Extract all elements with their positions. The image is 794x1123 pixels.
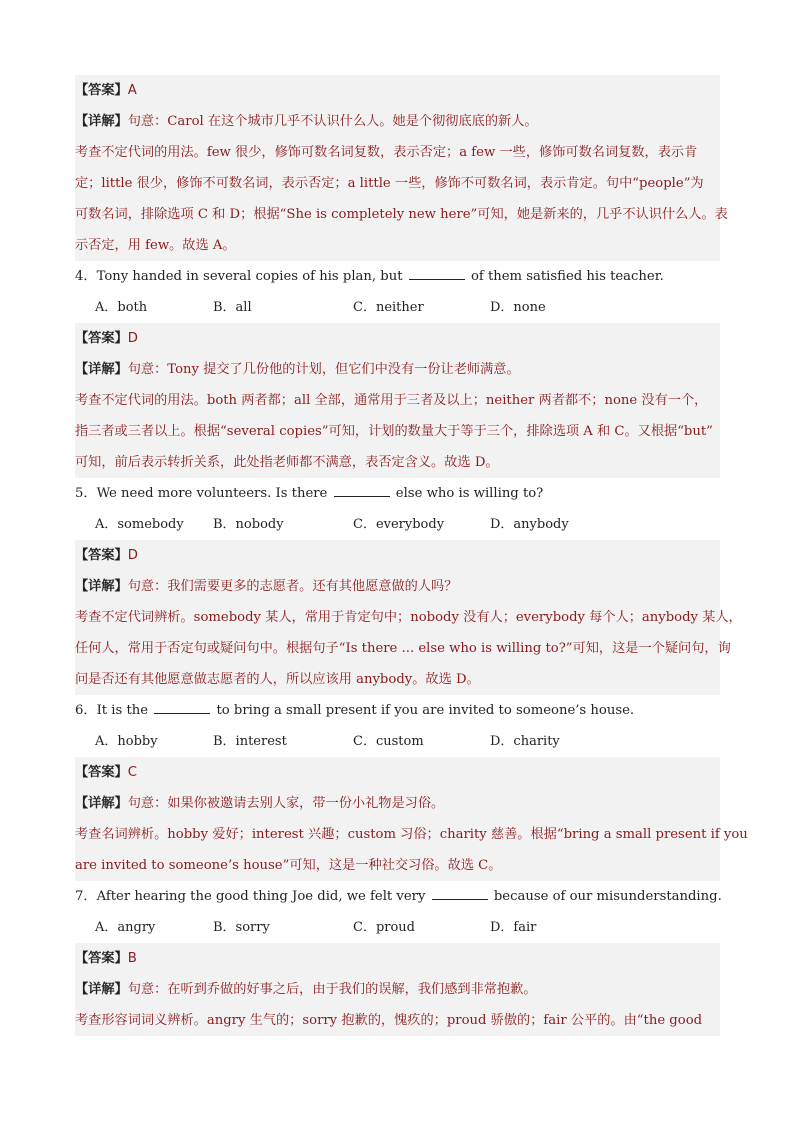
- explanation-text: 考查名词辨析。hobby 爱好；interest 兴趣；custom 习俗；charity 慈善。根据“bring a small present if you: [75, 827, 748, 842]
- detail-text: 句意：Tony 提交了几份他的计划，但它们中没有一份让老师满意。: [127, 362, 520, 377]
- option-d: D．none: [490, 300, 546, 315]
- answer-value: D: [127, 331, 138, 346]
- explanation-line: [75, 664, 720, 695]
- explanation-text: 可数名词，排除选项 C 和 D；根据“She is completely new here”可知，她是新来的，几乎不认识什么人。表: [75, 207, 728, 222]
- question-line: [75, 261, 720, 292]
- answer-line: [75, 323, 720, 354]
- explanation-text: 示否定，用 few。故选 A。: [75, 238, 236, 253]
- option-a: A．somebody: [95, 517, 184, 532]
- explanation-line: [75, 199, 728, 230]
- explanation-line: [75, 385, 720, 416]
- option-b: B．interest: [213, 734, 287, 749]
- detail-label: 【详解】: [75, 114, 128, 129]
- detail-text: 句意：我们需要更多的志愿者。还有其他愿意做的人吗？: [127, 579, 458, 594]
- answer-line: [75, 75, 720, 106]
- answer-value: A: [127, 83, 137, 98]
- question-text-before: After hearing the good thing Joe did, we felt very: [96, 889, 426, 904]
- answer-line: [75, 757, 720, 788]
- option-a: A．hobby: [95, 734, 158, 749]
- explanation-line: [75, 850, 720, 881]
- option-c: C．custom: [353, 734, 424, 749]
- answer-blank: [334, 484, 390, 497]
- option-b: B．nobody: [213, 517, 284, 532]
- question-number: 6．: [75, 703, 97, 718]
- explanation-line: [75, 168, 720, 199]
- option-d: D．anybody: [490, 517, 569, 532]
- options-row: [75, 292, 720, 323]
- explanation-text: are invited to someone’s house”可知，这是一种社交习俗。故选 C。: [75, 858, 502, 873]
- explanation-line: [75, 633, 731, 664]
- option-a: A．angry: [95, 920, 156, 935]
- option-d: D．fair: [490, 920, 537, 935]
- question-text-before: It is the: [96, 703, 149, 718]
- question-line: [75, 478, 720, 509]
- detail-line: [75, 974, 720, 1005]
- explanation-text: 考查不定代词辨析。somebody 某人，常用于肯定句中；nobody 没有人；everybody 每个人；anybody 某人，: [75, 610, 742, 625]
- option-a: A．both: [95, 300, 148, 315]
- detail-text: 句意：Carol 在这个城市几乎不认识什么人。她是个彻彻底底的新人。: [127, 114, 538, 129]
- question-line: [75, 881, 720, 912]
- document-page: [75, 75, 748, 1036]
- option-c: C．everybody: [353, 517, 445, 532]
- option-c: C．neither: [353, 300, 424, 315]
- question-number: 5．: [75, 486, 97, 501]
- option-d: D．charity: [490, 734, 560, 749]
- answer-line: [75, 943, 720, 974]
- answer-label: 【答案】: [75, 548, 128, 563]
- answer-label: 【答案】: [75, 331, 128, 346]
- detail-label: 【详解】: [75, 796, 128, 811]
- answer-line: [75, 540, 720, 571]
- detail-label: 【详解】: [75, 982, 128, 997]
- explanation-line: [75, 1005, 720, 1036]
- explanation-line: [75, 447, 720, 478]
- detail-line: [75, 788, 720, 819]
- question-number: 7．: [75, 889, 97, 904]
- question-number: 4．: [75, 269, 97, 284]
- detail-text: 句意：在听到乔做的好事之后，由于我们的误解，我们感到非常抱歉。: [127, 982, 537, 997]
- detail-line: [75, 571, 720, 602]
- detail-label: 【详解】: [75, 579, 128, 594]
- detail-line: [75, 354, 720, 385]
- explanation-line: [75, 819, 748, 850]
- question-text-after: because of our misunderstanding.: [493, 889, 722, 904]
- question-text-after: to bring a small present if you are invited to someone’s house.: [216, 703, 635, 718]
- answer-value: D: [127, 548, 138, 563]
- explanation-text: 任何人，常用于否定句或疑问句中。根据句子“Is there ... else who is willing to?”可知，这是一个疑问句，询: [75, 641, 731, 656]
- explanation-text: 定；little 很少，修饰不可数名词，表示否定；a little 一些，修饰不可数名词，表示肯定。句中“people”为: [75, 176, 704, 191]
- answer-value: B: [127, 951, 137, 966]
- question-text-before: Tony handed in several copies of his plan, but: [96, 269, 403, 284]
- options-row: [75, 726, 720, 757]
- answer-value: C: [127, 765, 137, 780]
- option-b: B．sorry: [213, 920, 270, 935]
- question-text-before: We need more volunteers. Is there: [96, 486, 328, 501]
- answer-label: 【答案】: [75, 951, 128, 966]
- answer-label: 【答案】: [75, 765, 128, 780]
- explanation-text: 考查不定代词的用法。both 两者都；all 全部，通常用于三者及以上；neither 两者都不；none 没有一个，: [75, 393, 708, 408]
- question-text-after: of them satisfied his teacher.: [470, 269, 664, 284]
- answer-blank: [409, 267, 465, 280]
- explanation-line: [75, 416, 720, 447]
- detail-text: 句意：如果你被邀请去别人家，带一份小礼物是习俗。: [127, 796, 445, 811]
- detail-label: 【详解】: [75, 362, 128, 377]
- options-row: [75, 912, 720, 943]
- option-b: B．all: [213, 300, 252, 315]
- explanation-text: 考查不定代词的用法。few 很少，修饰可数名词复数，表示否定；a few 一些，修饰可数名词复数，表示肯: [75, 145, 698, 160]
- options-row: [75, 509, 720, 540]
- explanation-text: 指三者或三者以上。根据“several copies”可知，计划的数量大于等于三个，排除选项 A 和 C。又根据“but”: [75, 424, 713, 439]
- explanation-line: [75, 602, 742, 633]
- answer-label: 【答案】: [75, 83, 128, 98]
- explanation-line: [75, 137, 720, 168]
- question-line: [75, 695, 720, 726]
- explanation-text: 可知，前后表示转折关系，此处指老师都不满意，表否定含义。故选 D。: [75, 455, 499, 470]
- question-text-after: else who is willing to?: [395, 486, 544, 501]
- explanation-line: [75, 230, 720, 261]
- answer-blank: [432, 887, 488, 900]
- detail-line: [75, 106, 720, 137]
- explanation-text: 问是否还有其他愿意做志愿者的人，所以应该用 anybody。故选 D。: [75, 672, 480, 687]
- option-c: C．proud: [353, 920, 416, 935]
- explanation-text: 考查形容词词义辨析。angry 生气的；sorry 抱歉的，愧疚的；proud 骄傲的；fair 公平的。由“the good: [75, 1013, 703, 1028]
- answer-blank: [154, 701, 210, 714]
